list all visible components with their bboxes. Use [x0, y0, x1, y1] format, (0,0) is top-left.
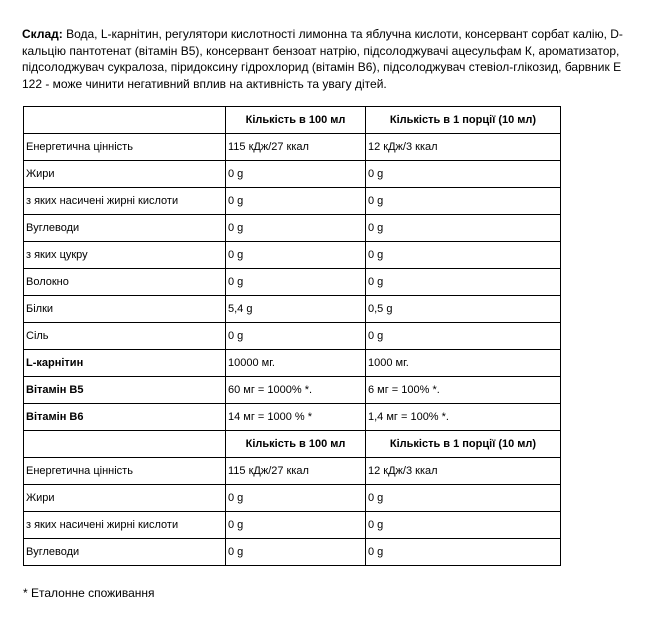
value-per-100ml: 5,4 g: [226, 296, 366, 323]
nutrient-name: Енергетична цінність: [24, 134, 226, 161]
nutrient-name: Енергетична цінність: [24, 458, 226, 485]
table-row: [24, 161, 561, 188]
table-row: [24, 350, 561, 377]
value-per-serving: 12 кДж/3 ккал: [366, 134, 561, 161]
value-per-serving: 0 g: [366, 512, 561, 539]
value-per-100ml: 0 g: [226, 539, 366, 566]
header-cell-per-100ml: Кількість в 100 мл: [226, 431, 366, 458]
nutrient-name: Жири: [24, 485, 226, 512]
value-per-100ml: 115 кДж/27 ккал: [226, 134, 366, 161]
table-row: [24, 215, 561, 242]
value-per-serving: 6 мг = 100% *.: [366, 377, 561, 404]
value-per-serving: 0 g: [366, 215, 561, 242]
value-per-100ml: 14 мг = 1000 % *: [226, 404, 366, 431]
value-per-100ml: 0 g: [226, 242, 366, 269]
value-per-serving: 0 g: [366, 485, 561, 512]
value-per-serving: 0 g: [366, 323, 561, 350]
value-per-100ml: 0 g: [226, 161, 366, 188]
nutrient-name: Вуглеводи: [24, 215, 226, 242]
value-per-serving: 12 кДж/3 ккал: [366, 458, 561, 485]
table-row: [24, 458, 561, 485]
table-row: [24, 134, 561, 161]
nutrient-name: Білки: [24, 296, 226, 323]
value-per-serving: 0 g: [366, 539, 561, 566]
table-header-row: [24, 431, 561, 458]
table-row: [24, 296, 561, 323]
nutrient-name: Сіль: [24, 323, 226, 350]
value-per-100ml: 0 g: [226, 215, 366, 242]
value-per-100ml: 60 мг = 1000% *.: [226, 377, 366, 404]
value-per-100ml: 0 g: [226, 269, 366, 296]
value-per-serving: 1000 мг.: [366, 350, 561, 377]
nutrient-name: L-карнітин: [24, 350, 226, 377]
table-row: [24, 512, 561, 539]
composition-paragraph: [22, 26, 636, 92]
table-row: [24, 404, 561, 431]
table-row: [24, 188, 561, 215]
composition-text: Вода, L-карнітин, регулятори кислотності лимонна та яблучна кислоти, консервант сорбат калію, D-кальцію пантотенат (вітамін B5), консервант бензоат натрію, підсолоджувачі ацесульфам К, ароматизатор, підсолоджувач сукралоза, піридоксину гідрохлорид (вітамін B6), підсолоджувач стевіол-глікозид, барвник Е 122 - може чинити негативний вплив на активність та увагу дітей.: [22, 27, 623, 91]
value-per-serving: 1,4 мг = 100% *.: [366, 404, 561, 431]
value-per-100ml: 0 g: [226, 188, 366, 215]
nutrient-name: Вуглеводи: [24, 539, 226, 566]
header-cell-per-serving: Кількість в 1 порції (10 мл): [366, 107, 561, 134]
table-header-row: [24, 107, 561, 134]
composition-label: Склад:: [22, 27, 63, 41]
table-row: [24, 323, 561, 350]
nutrient-name: Жири: [24, 161, 226, 188]
nutrition-table: [23, 106, 561, 566]
header-cell-empty: [24, 107, 226, 134]
value-per-100ml: 0 g: [226, 485, 366, 512]
nutrient-name: Волокно: [24, 269, 226, 296]
footnote: * Еталонне споживання: [23, 586, 155, 600]
table-row: [24, 539, 561, 566]
nutrient-name: Вітамін B6: [24, 404, 226, 431]
value-per-serving: 0 g: [366, 242, 561, 269]
value-per-100ml: 0 g: [226, 512, 366, 539]
table-row: [24, 242, 561, 269]
nutrient-name: з яких насичені жирні кислоти: [24, 188, 226, 215]
header-cell-per-100ml: Кількість в 100 мл: [226, 107, 366, 134]
table-row: [24, 377, 561, 404]
value-per-serving: 0,5 g: [366, 296, 561, 323]
header-cell-per-serving: Кількість в 1 порції (10 мл): [366, 431, 561, 458]
value-per-100ml: 10000 мг.: [226, 350, 366, 377]
nutrient-name: з яких насичені жирні кислоти: [24, 512, 226, 539]
value-per-100ml: 115 кДж/27 ккал: [226, 458, 366, 485]
table-row: [24, 269, 561, 296]
value-per-serving: 0 g: [366, 269, 561, 296]
value-per-serving: 0 g: [366, 161, 561, 188]
value-per-100ml: 0 g: [226, 323, 366, 350]
table-row: [24, 485, 561, 512]
header-cell-empty: [24, 431, 226, 458]
nutrient-name: Вітамін B5: [24, 377, 226, 404]
nutrient-name: з яких цукру: [24, 242, 226, 269]
value-per-serving: 0 g: [366, 188, 561, 215]
